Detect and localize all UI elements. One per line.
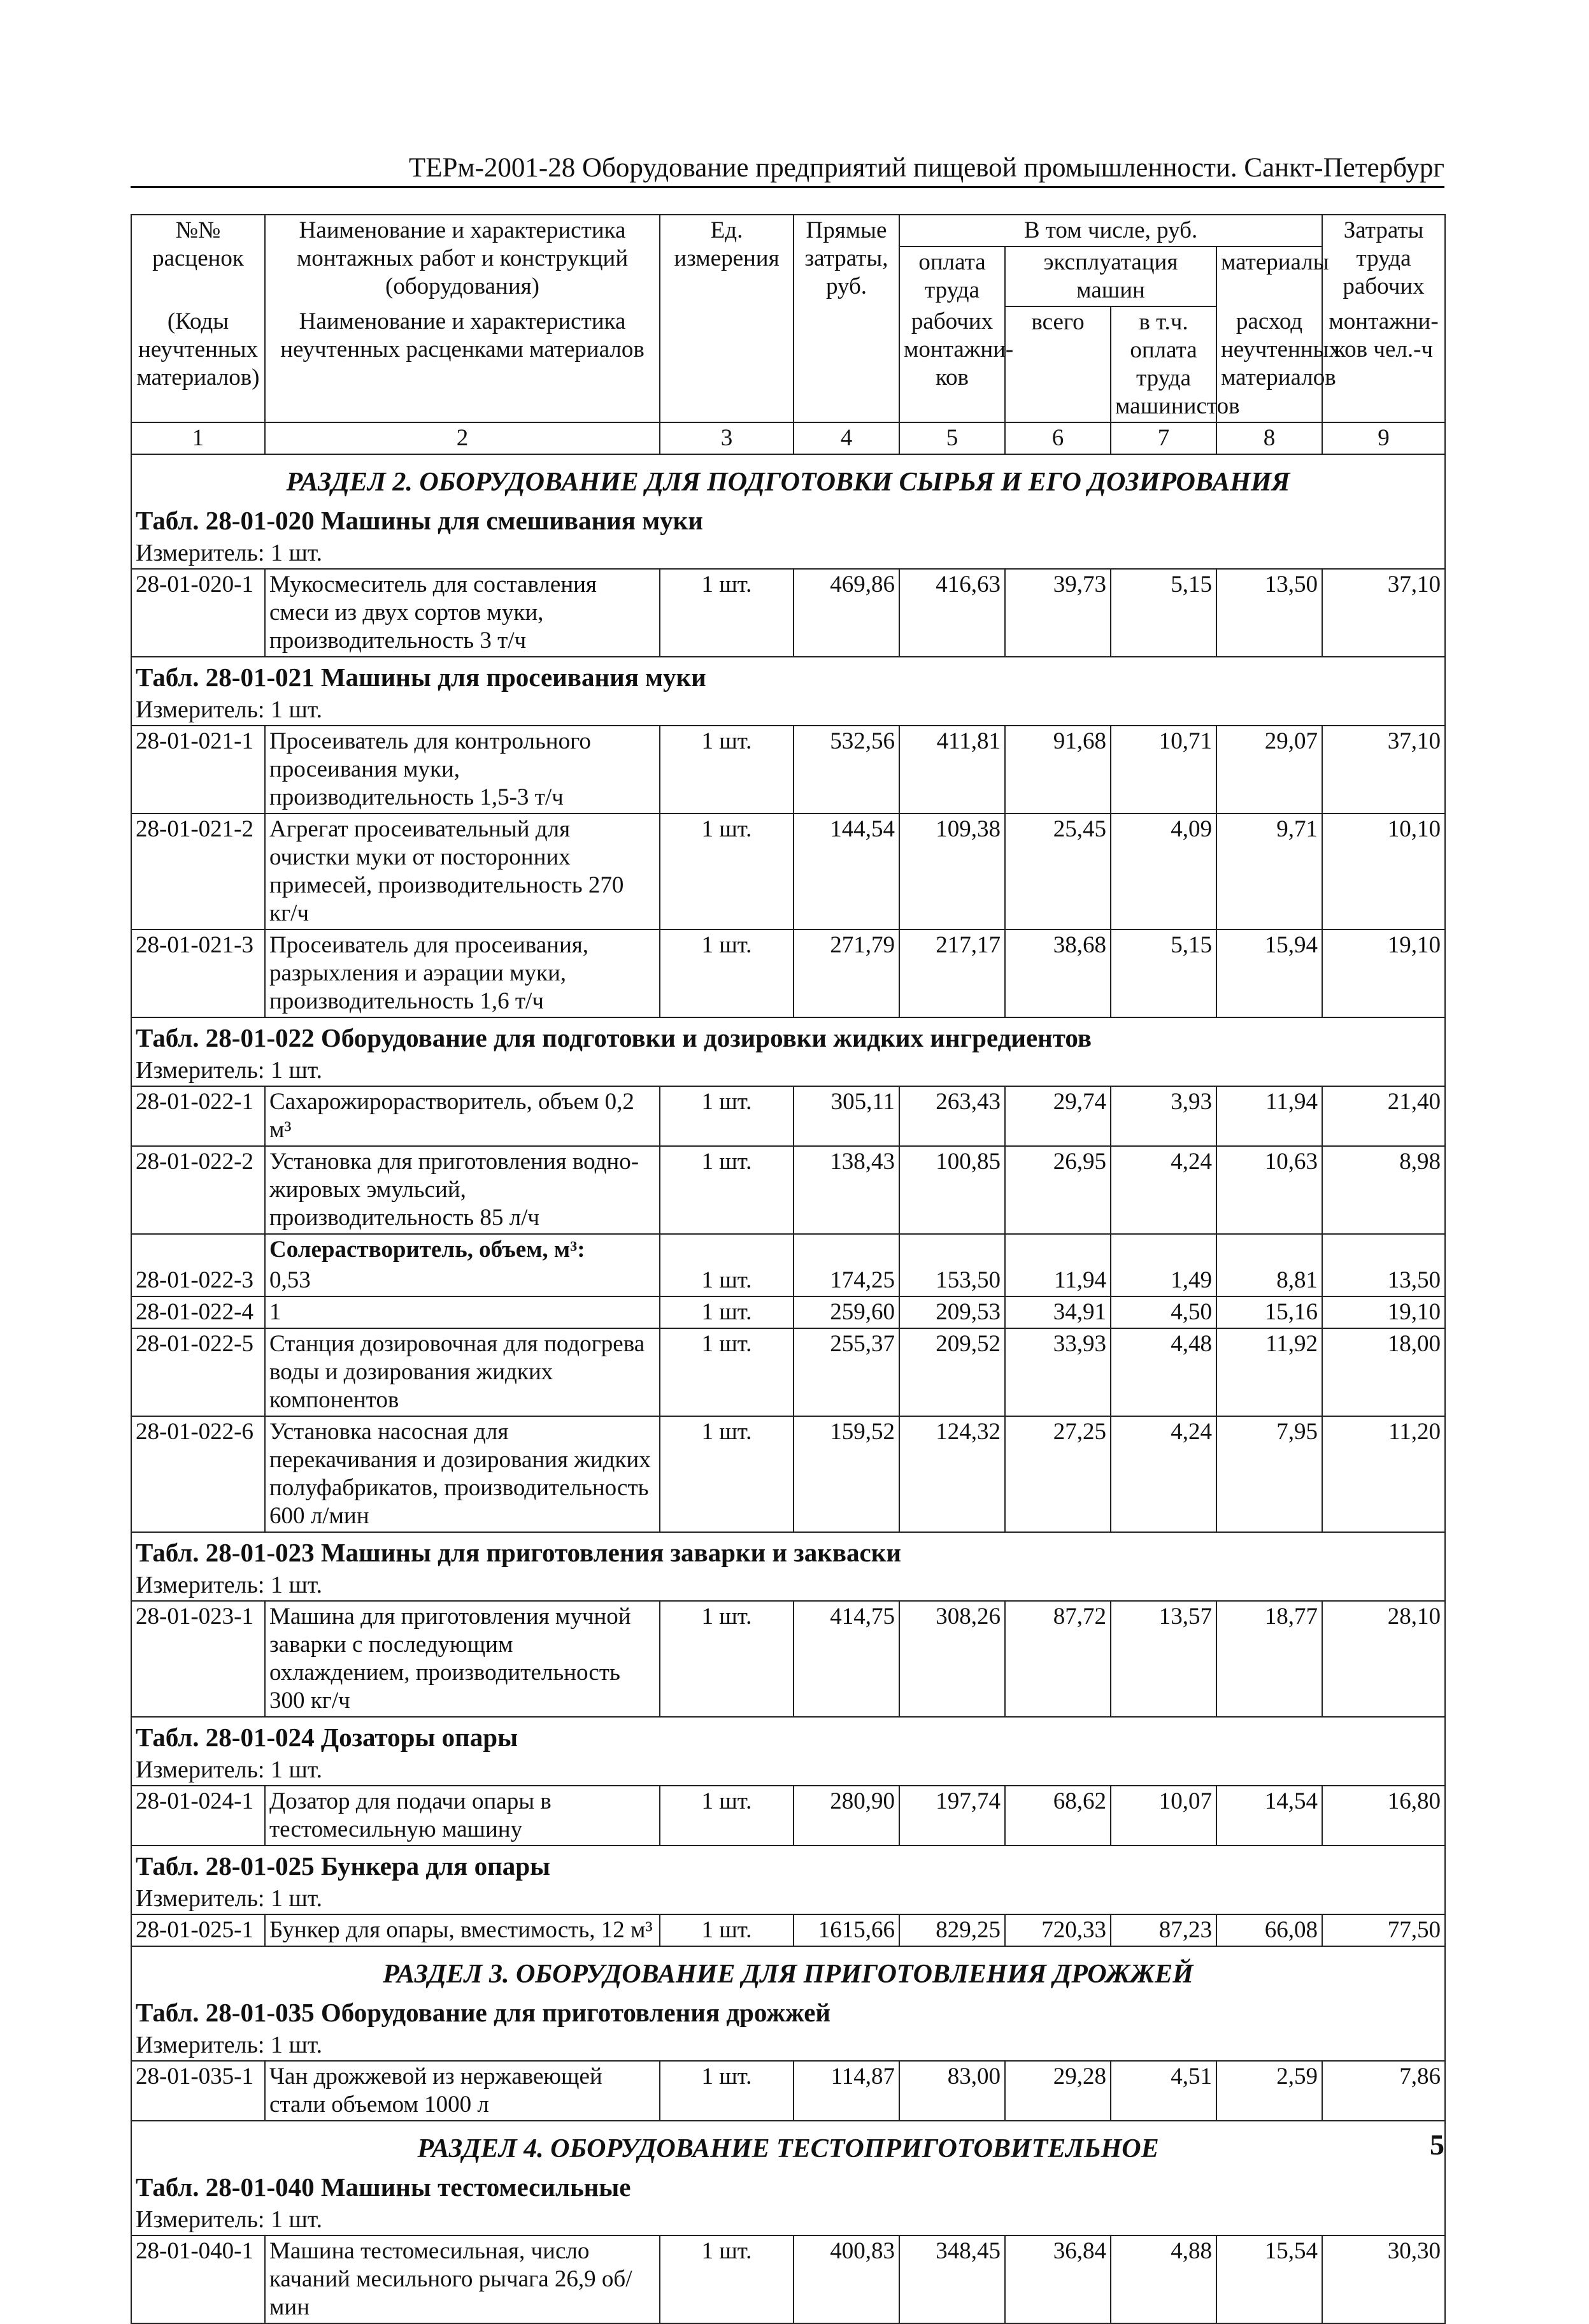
- rate-description: Станция дозировочная для подогрева воды и дозирования жидких компонентов: [265, 1328, 660, 1416]
- materials: 2,59: [1216, 2061, 1322, 2121]
- machine-costs: 38,68: [1005, 929, 1111, 1017]
- table-title: Табл. 28-01-020 Машины для смешивания муки: [131, 501, 1445, 538]
- direct-costs: 532,56: [794, 726, 899, 814]
- col-incl-header: В том числе, руб.: [899, 215, 1322, 247]
- machine-costs: 29,28: [1005, 2061, 1111, 2121]
- unit: 1 шт.: [660, 1914, 794, 1946]
- machine-costs: 36,84: [1005, 2235, 1111, 2323]
- labor-hours: 77,50: [1322, 1914, 1445, 1946]
- rate-code: 28-01-020-1: [131, 569, 265, 657]
- machinist-wages: 87,23: [1111, 1914, 1216, 1946]
- empty-cell: [899, 1234, 1005, 1265]
- unit: 1 шт.: [660, 1416, 794, 1532]
- materials: 9,71: [1216, 814, 1322, 929]
- empty-cell: [1216, 1234, 1322, 1265]
- rate-code: 28-01-022-2: [131, 1146, 265, 1234]
- worker-wages: 197,74: [899, 1786, 1005, 1846]
- empty-cell: [131, 1234, 265, 1265]
- labor-hours: 11,20: [1322, 1416, 1445, 1532]
- labor-hours: 10,10: [1322, 814, 1445, 929]
- column-number: 8: [1216, 422, 1322, 454]
- col-mach-wage-header: в т.ч. оплата труда машинистов: [1111, 306, 1216, 422]
- column-number: 7: [1111, 422, 1216, 454]
- rate-code: 28-01-021-3: [131, 929, 265, 1017]
- worker-wages: 829,25: [899, 1914, 1005, 1946]
- materials: 11,94: [1216, 1086, 1322, 1146]
- labor-hours: 13,50: [1322, 1265, 1445, 1296]
- machinist-wages: 4,50: [1111, 1296, 1216, 1328]
- column-number: 4: [794, 422, 899, 454]
- rate-code: 28-01-022-1: [131, 1086, 265, 1146]
- measure-unit: Измеритель: 1 шт.: [131, 2030, 1445, 2061]
- col-name-header: Наименование и характеристика монтажных работ и конструкций (оборудования): [265, 215, 660, 306]
- unit: 1 шт.: [660, 726, 794, 814]
- rate-description: Установка для приготовления водно-жировых эмульсий, производительность 85 л/ч: [265, 1146, 660, 1234]
- table-title-row: [131, 501, 1445, 538]
- machinist-wages: 4,24: [1111, 1416, 1216, 1532]
- measure-unit: Измеритель: 1 шт.: [131, 1570, 1445, 1601]
- unit: 1 шт.: [660, 1086, 794, 1146]
- direct-costs: 305,11: [794, 1086, 899, 1146]
- measure-row: [131, 1754, 1445, 1786]
- table-title: Табл. 28-01-035 Оборудование для приготовления дрожжей: [131, 1993, 1445, 2030]
- empty-cell: [794, 1234, 899, 1265]
- measure-unit: Измеритель: 1 шт.: [131, 2204, 1445, 2235]
- section-row: [131, 1946, 1445, 1993]
- rate-code: 28-01-024-1: [131, 1786, 265, 1846]
- machinist-wages: 10,71: [1111, 726, 1216, 814]
- rate-description: Агрегат просеивательный для очистки муки от посторонних примесей, производительность 270 кг/ч: [265, 814, 660, 929]
- worker-wages: 209,52: [899, 1328, 1005, 1416]
- table-row: [131, 726, 1445, 814]
- machinist-wages: 5,15: [1111, 929, 1216, 1017]
- machine-costs: 720,33: [1005, 1914, 1111, 1946]
- rate-code: 28-01-022-3: [131, 1265, 265, 1296]
- table-title: Табл. 28-01-022 Оборудование для подготовки и дозировки жидких ингредиентов: [131, 1017, 1445, 1055]
- machine-costs: 11,94: [1005, 1265, 1111, 1296]
- rate-description: Установка насосная для перекачивания и дозирования жидких полуфабрикатов, производительность 600 л/мин: [265, 1416, 660, 1532]
- unit: 1 шт.: [660, 1328, 794, 1416]
- col-mat-header: материалы: [1216, 247, 1322, 306]
- machine-costs: 39,73: [1005, 569, 1111, 657]
- rate-description: Бункер для опары, вместимость, 12 м³: [265, 1914, 660, 1946]
- rate-description: Сахарожирорастворитель, объем 0,2 м³: [265, 1086, 660, 1146]
- col-code-subheader: (Коды неучтенных материалов): [131, 306, 265, 422]
- table-row: [131, 1914, 1445, 1946]
- table-row: [131, 1146, 1445, 1234]
- labor-hours: 18,00: [1322, 1328, 1445, 1416]
- unit: 1 шт.: [660, 2061, 794, 2121]
- worker-wages: 209,53: [899, 1296, 1005, 1328]
- unit: 1 шт.: [660, 1265, 794, 1296]
- direct-costs: 159,52: [794, 1416, 899, 1532]
- column-number: 6: [1005, 422, 1111, 454]
- table-row: [131, 569, 1445, 657]
- col-unit-header: Ед. измерения: [660, 215, 794, 422]
- direct-costs: 138,43: [794, 1146, 899, 1234]
- table-row: [131, 929, 1445, 1017]
- worker-wages: 263,43: [899, 1086, 1005, 1146]
- rate-code: 28-01-025-1: [131, 1914, 265, 1946]
- materials: 66,08: [1216, 1914, 1322, 1946]
- machine-costs: 25,45: [1005, 814, 1111, 929]
- unit: 1 шт.: [660, 569, 794, 657]
- machine-costs: 68,62: [1005, 1786, 1111, 1846]
- direct-costs: 271,79: [794, 929, 899, 1017]
- worker-wages: 100,85: [899, 1146, 1005, 1234]
- table-title: Табл. 28-01-024 Дозаторы опары: [131, 1717, 1445, 1754]
- measure-row: [131, 2204, 1445, 2235]
- direct-costs: 1615,66: [794, 1914, 899, 1946]
- labor-hours: 19,10: [1322, 1296, 1445, 1328]
- machine-costs: 34,91: [1005, 1296, 1111, 1328]
- col-mat-subheader: расход неучтенных материалов: [1216, 306, 1322, 422]
- table-title: Табл. 28-01-021 Машины для просеивания муки: [131, 657, 1445, 694]
- direct-costs: 174,25: [794, 1265, 899, 1296]
- worker-wages: 109,38: [899, 814, 1005, 929]
- materials: 15,94: [1216, 929, 1322, 1017]
- machine-costs: 87,72: [1005, 1601, 1111, 1717]
- materials: 7,95: [1216, 1416, 1322, 1532]
- col-mach-header: эксплуатация машин: [1005, 247, 1216, 306]
- measure-unit: Измеритель: 1 шт.: [131, 1754, 1445, 1786]
- unit: 1 шт.: [660, 1601, 794, 1717]
- col-mach-total-header: всего: [1005, 306, 1111, 422]
- materials: 11,92: [1216, 1328, 1322, 1416]
- machinist-wages: 1,49: [1111, 1265, 1216, 1296]
- machinist-wages: 4,48: [1111, 1328, 1216, 1416]
- col-direct-header: Прямые затраты, руб.: [794, 215, 899, 422]
- machinist-wages: 4,24: [1111, 1146, 1216, 1234]
- table-title-row: [131, 1846, 1445, 1883]
- machinist-wages: 13,57: [1111, 1601, 1216, 1717]
- table-row: [131, 1328, 1445, 1416]
- machine-costs: 91,68: [1005, 726, 1111, 814]
- table-row: [131, 814, 1445, 929]
- machinist-wages: 4,51: [1111, 2061, 1216, 2121]
- materials: 18,77: [1216, 1601, 1322, 1717]
- direct-costs: 259,60: [794, 1296, 899, 1328]
- measure-row: [131, 1570, 1445, 1601]
- col-name-subheader: Наименование и характеристика неучтенных расценками материалов: [265, 306, 660, 422]
- measure-row: [131, 694, 1445, 726]
- materials: 15,54: [1216, 2235, 1322, 2323]
- worker-wages: 308,26: [899, 1601, 1005, 1717]
- labor-hours: 30,30: [1322, 2235, 1445, 2323]
- labor-hours: 37,10: [1322, 569, 1445, 657]
- direct-costs: 280,90: [794, 1786, 899, 1846]
- measure-row: [131, 1883, 1445, 1914]
- rate-code: 28-01-021-1: [131, 726, 265, 814]
- rate-description: 1: [265, 1296, 660, 1328]
- table-title: Табл. 28-01-023 Машины для приготовления заварки и закваски: [131, 1532, 1445, 1570]
- section-row: [131, 454, 1445, 501]
- col-wage-subheader: рабочих монтажни-ков: [899, 306, 1005, 422]
- table-title-row: [131, 1717, 1445, 1754]
- rate-code: 28-01-021-2: [131, 814, 265, 929]
- unit: 1 шт.: [660, 1786, 794, 1846]
- materials: 15,16: [1216, 1296, 1322, 1328]
- section-row: [131, 2121, 1445, 2167]
- column-numbers-row: [131, 422, 1445, 454]
- direct-costs: 400,83: [794, 2235, 899, 2323]
- measure-row: [131, 1055, 1445, 1086]
- rate-description: Машина тестомесильная, число качаний месильного рычага 26,9 об/мин: [265, 2235, 660, 2323]
- table-title: Табл. 28-01-040 Машины тестомесильные: [131, 2167, 1445, 2204]
- materials: 8,81: [1216, 1265, 1322, 1296]
- empty-cell: [1005, 1234, 1111, 1265]
- page-number: 5: [1430, 2128, 1444, 2161]
- group-heading-row: [131, 1234, 1445, 1265]
- col-code-header: №№ расценок: [131, 215, 265, 306]
- measure-unit: Измеритель: 1 шт.: [131, 538, 1445, 569]
- worker-wages: 217,17: [899, 929, 1005, 1017]
- machinist-wages: 4,09: [1111, 814, 1216, 929]
- table-row: [131, 1265, 1445, 1296]
- table-title-row: [131, 1017, 1445, 1055]
- materials: 29,07: [1216, 726, 1322, 814]
- group-heading: Солерастворитель, объем, м³:: [265, 1234, 660, 1265]
- machinist-wages: 10,07: [1111, 1786, 1216, 1846]
- col-wage-header: оплата труда: [899, 247, 1005, 306]
- direct-costs: 114,87: [794, 2061, 899, 2121]
- machine-costs: 29,74: [1005, 1086, 1111, 1146]
- page-header: ТЕРм-2001-28 Оборудование предприятий пищевой промышленности. Санкт-Петербург: [131, 152, 1444, 188]
- column-number: 2: [265, 422, 660, 454]
- measure-row: [131, 538, 1445, 569]
- labor-hours: 19,10: [1322, 929, 1445, 1017]
- section-title: РАЗДЕЛ 3. ОБОРУДОВАНИЕ ДЛЯ ПРИГОТОВЛЕНИЯ ДРОЖЖЕЙ: [131, 1946, 1445, 1993]
- table-title-row: [131, 2167, 1445, 2204]
- rate-description: 0,53: [265, 1265, 660, 1296]
- worker-wages: 411,81: [899, 726, 1005, 814]
- table-row: [131, 1786, 1445, 1846]
- table-row: [131, 2235, 1445, 2323]
- labor-hours: 21,40: [1322, 1086, 1445, 1146]
- unit: 1 шт.: [660, 929, 794, 1017]
- machinist-wages: 5,15: [1111, 569, 1216, 657]
- table-row: [131, 1601, 1445, 1717]
- measure-row: [131, 2030, 1445, 2061]
- rate-code: 28-01-022-4: [131, 1296, 265, 1328]
- direct-costs: 255,37: [794, 1328, 899, 1416]
- rate-description: Машина для приготовления мучной заварки с последующим охлаждением, производительность 300 кг/ч: [265, 1601, 660, 1717]
- machinist-wages: 3,93: [1111, 1086, 1216, 1146]
- measure-unit: Измеритель: 1 шт.: [131, 694, 1445, 726]
- table-title-row: [131, 1532, 1445, 1570]
- rate-description: Дозатор для подачи опары в тестомесильную машину: [265, 1786, 660, 1846]
- rates-table: [131, 214, 1446, 2324]
- section-title: РАЗДЕЛ 4. ОБОРУДОВАНИЕ ТЕСТОПРИГОТОВИТЕЛЬНОЕ: [131, 2121, 1445, 2167]
- labor-hours: 8,98: [1322, 1146, 1445, 1234]
- labor-hours: 7,86: [1322, 2061, 1445, 2121]
- table-row: [131, 1416, 1445, 1532]
- labor-hours: 16,80: [1322, 1786, 1445, 1846]
- direct-costs: 414,75: [794, 1601, 899, 1717]
- measure-unit: Измеритель: 1 шт.: [131, 1883, 1445, 1914]
- empty-cell: [660, 1234, 794, 1265]
- materials: 10,63: [1216, 1146, 1322, 1234]
- worker-wages: 416,63: [899, 569, 1005, 657]
- section-title: РАЗДЕЛ 2. ОБОРУДОВАНИЕ ДЛЯ ПОДГОТОВКИ СЫРЬЯ И ЕГО ДОЗИРОВАНИЯ: [131, 454, 1445, 501]
- machine-costs: 26,95: [1005, 1146, 1111, 1234]
- col-labor-header: Затраты труда рабочих: [1322, 215, 1445, 306]
- measure-unit: Измеритель: 1 шт.: [131, 1055, 1445, 1086]
- column-number: 5: [899, 422, 1005, 454]
- rate-code: 28-01-040-1: [131, 2235, 265, 2323]
- unit: 1 шт.: [660, 1146, 794, 1234]
- labor-hours: 37,10: [1322, 726, 1445, 814]
- empty-cell: [1322, 1234, 1445, 1265]
- table-row: [131, 1296, 1445, 1328]
- direct-costs: 469,86: [794, 569, 899, 657]
- table-title-row: [131, 1993, 1445, 2030]
- table-title-row: [131, 657, 1445, 694]
- rate-code: 28-01-022-6: [131, 1416, 265, 1532]
- rate-code: 28-01-023-1: [131, 1601, 265, 1717]
- column-number: 1: [131, 422, 265, 454]
- table-row: [131, 1086, 1445, 1146]
- labor-hours: 28,10: [1322, 1601, 1445, 1717]
- materials: 13,50: [1216, 569, 1322, 657]
- machine-costs: 27,25: [1005, 1416, 1111, 1532]
- rate-code: 28-01-022-5: [131, 1328, 265, 1416]
- worker-wages: 83,00: [899, 2061, 1005, 2121]
- table-title: Табл. 28-01-025 Бункера для опары: [131, 1846, 1445, 1883]
- column-number: 9: [1322, 422, 1445, 454]
- materials: 14,54: [1216, 1786, 1322, 1846]
- worker-wages: 124,32: [899, 1416, 1005, 1532]
- table-row: [131, 2061, 1445, 2121]
- unit: 1 шт.: [660, 814, 794, 929]
- machine-costs: 33,93: [1005, 1328, 1111, 1416]
- rate-description: Просеиватель для просеивания, разрыхления и аэрации муки, производительность 1,6 т/ч: [265, 929, 660, 1017]
- rate-code: 28-01-035-1: [131, 2061, 265, 2121]
- unit: 1 шт.: [660, 1296, 794, 1328]
- unit: 1 шт.: [660, 2235, 794, 2323]
- rate-description: Мукосмеситель для составления смеси из двух сортов муки, производительность 3 т/ч: [265, 569, 660, 657]
- col-labor-subheader: монтажни-ков чел.-ч: [1322, 306, 1445, 422]
- rate-description: Просеиватель для контрольного просеивания муки, производительность 1,5-3 т/ч: [265, 726, 660, 814]
- rate-description: Чан дрожжевой из нержавеющей стали объемом 1000 л: [265, 2061, 660, 2121]
- empty-cell: [1111, 1234, 1216, 1265]
- direct-costs: 144,54: [794, 814, 899, 929]
- worker-wages: 348,45: [899, 2235, 1005, 2323]
- column-number: 3: [660, 422, 794, 454]
- worker-wages: 153,50: [899, 1265, 1005, 1296]
- machinist-wages: 4,88: [1111, 2235, 1216, 2323]
